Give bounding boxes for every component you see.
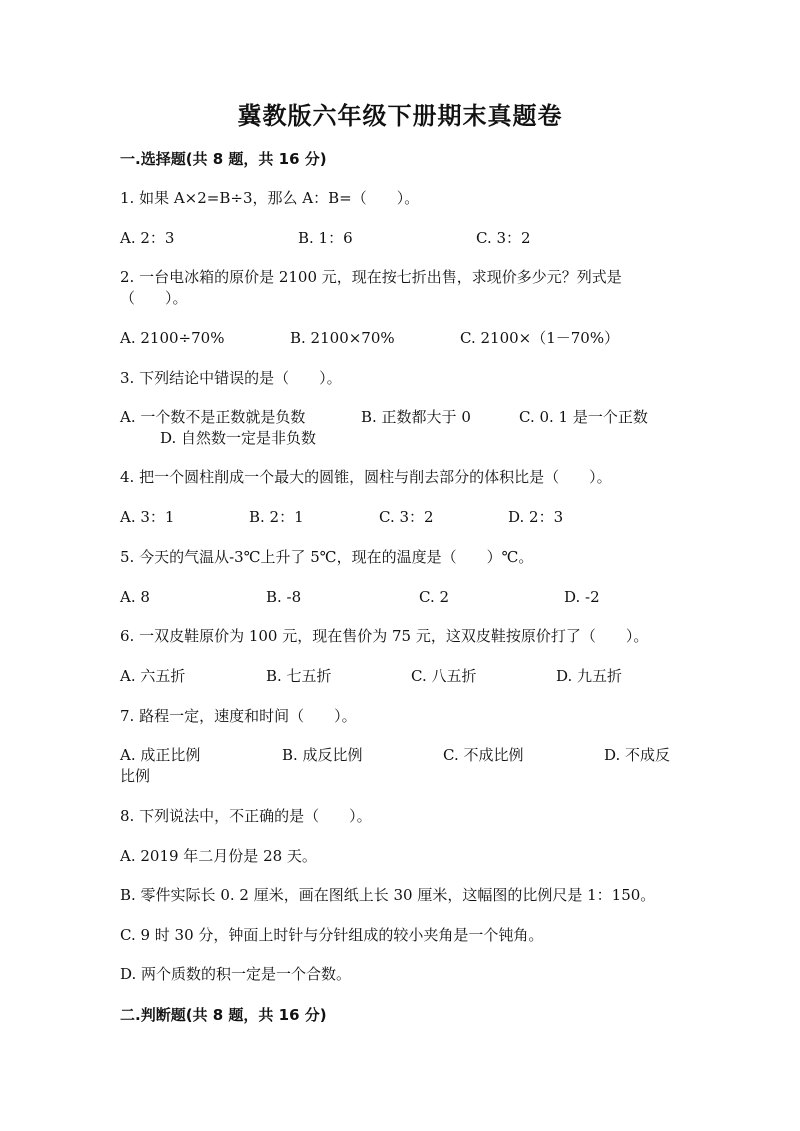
- question-1-option-c: C. 3：2: [476, 229, 531, 247]
- question-1-option-b: B. 1：6: [298, 229, 353, 247]
- question-6-option-c: C. 八五折: [411, 667, 477, 685]
- question-2-option-b: B. 2100×70%: [290, 329, 395, 347]
- question-5-stem: 5. 今天的气温从-3℃上升了 5℃，现在的温度是（ ）℃。: [120, 548, 534, 566]
- question-2-option-a: A. 2100÷70%: [120, 329, 225, 347]
- section-heading-choice: 一.选择题(共 8 题，共 16 分): [120, 150, 327, 168]
- question-4-option-c: C. 3：2: [379, 508, 434, 526]
- question-4-option-b: B. 2：1: [249, 508, 304, 526]
- question-3-stem: 3. 下列结论中错误的是（ ）。: [120, 369, 342, 387]
- question-3-option-a: A. 一个数不是正数就是负数: [120, 408, 306, 426]
- question-2-option-c: C. 2100×（1－70%）: [460, 329, 620, 347]
- question-3-option-b: B. 正数都大于 0: [361, 408, 471, 426]
- question-4-stem: 4. 把一个圆柱削成一个最大的圆锥，圆柱与削去部分的体积比是（ ）。: [120, 468, 612, 486]
- question-2-stem-line1: 2. 一台电冰箱的原价是 2100 元，现在按七折出售，求现价多少元？列式是: [120, 268, 622, 286]
- question-7-option-a: A. 成正比例: [120, 746, 201, 764]
- question-6-stem: 6. 一双皮鞋原价为 100 元，现在售价为 75 元，这双皮鞋按原价打了（ ）。: [120, 627, 649, 645]
- question-1-option-a: A. 2：3: [120, 229, 175, 247]
- question-5-option-c: C. 2: [419, 588, 450, 606]
- question-8-option-b: B. 零件实际长 0. 2 厘米，画在图纸上长 30 厘米，这幅图的比例尺是 1：150。: [120, 886, 656, 904]
- question-5-option-a: A. 8: [120, 588, 150, 606]
- question-7-option-b: B. 成反比例: [282, 746, 363, 764]
- question-8-option-a: A. 2019 年二月份是 28 天。: [120, 847, 317, 865]
- question-4-option-a: A. 3：1: [120, 508, 175, 526]
- question-7-option-d: D. 不成反: [604, 746, 671, 764]
- question-5-option-b: B. -8: [266, 588, 302, 606]
- question-6-option-b: B. 七五折: [266, 667, 332, 685]
- page-title: 冀教版六年级下册期末真题卷: [237, 101, 563, 130]
- question-5-option-d: D. -2: [564, 588, 600, 606]
- question-6-option-d: D. 九五折: [556, 667, 623, 685]
- question-7-option-c: C. 不成比例: [443, 746, 524, 764]
- question-2-stem-line2: （ ）。: [120, 289, 188, 307]
- question-7-option-d-wrap: 比例: [120, 767, 151, 785]
- question-1-stem: 1. 如果 A×2=B÷3，那么 A：B=（ ）。: [120, 189, 420, 207]
- section-heading-judgement: 二.判断题(共 8 题，共 16 分): [120, 1006, 327, 1024]
- question-8-stem: 8. 下列说法中，不正确的是（ ）。: [120, 807, 372, 825]
- question-3-option-c: C. 0. 1 是一个正数: [519, 408, 648, 426]
- question-7-stem: 7. 路程一定，速度和时间（ ）。: [120, 707, 357, 725]
- question-6-option-a: A. 六五折: [120, 667, 186, 685]
- question-3-option-d: D. 自然数一定是非负数: [160, 429, 317, 447]
- question-4-option-d: D. 2：3: [508, 508, 564, 526]
- question-8-option-c: C. 9 时 30 分，钟面上时针与分针组成的较小夹角是一个钝角。: [120, 926, 544, 944]
- question-8-option-d: D. 两个质数的积一定是一个合数。: [120, 965, 352, 983]
